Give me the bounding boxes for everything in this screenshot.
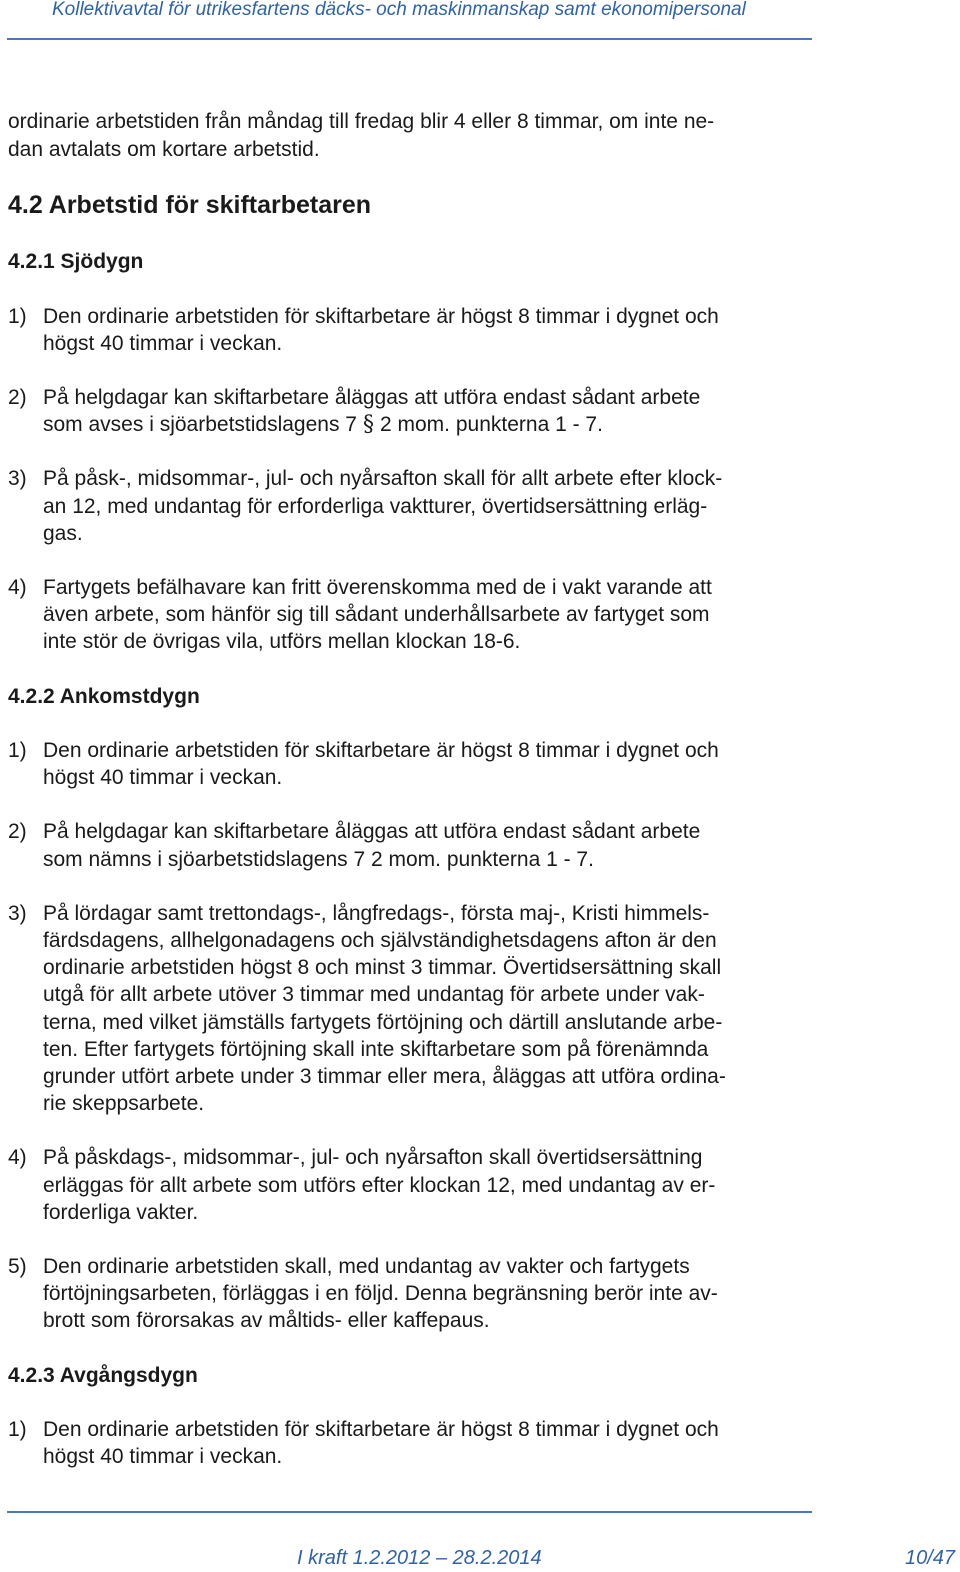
item-text: Den ordinarie arbetstiden för skiftarbetare är högst 8 timmar i dygnet och högst 40 timmar i veckan. (43, 304, 719, 355)
item-text: Den ordinarie arbetstiden skall, med undantag av vakter och fartygets förtöjningsarbeten, förläggas i en följd. Denna begränsning berör inte av- brott som förorsakas av måltids- eller kaffepaus. (43, 1255, 718, 1333)
item-number: 4) (8, 1146, 27, 1170)
list-item (8, 1144, 808, 1226)
running-header: Kollektivavtal för utrikesfartens däcks- och maskinmanskap samt ekonomipersonal (52, 0, 746, 20)
list-item (8, 465, 808, 547)
item-text (43, 384, 808, 438)
list-item (8, 574, 808, 656)
item-number: 5) (8, 1255, 27, 1279)
subsection-heading-sjodygn: 4.2.1 Sjödygn (8, 250, 144, 273)
page-number: 10/47 (905, 1547, 956, 1569)
item-number: 3) (8, 467, 27, 491)
item-number: 3) (8, 901, 27, 925)
footer-rule (7, 1511, 812, 1513)
item-text: På påsk-, midsommar-, jul- och nyårsafton skall för allt arbete efter klock- an 12, med undantag för erforderliga vaktturer, övertidsersättning erläg- gas. (43, 467, 723, 545)
list-item (8, 384, 808, 438)
item-number: 4) (8, 575, 27, 599)
list-item (8, 1253, 808, 1335)
item-number: 1) (8, 1418, 27, 1442)
header-rule (7, 38, 812, 40)
footer-validity: I kraft 1.2.2012 – 28.2.2014 (297, 1547, 542, 1569)
list-item (8, 303, 808, 357)
item-text: På påskdags-, midsommar-, jul- och nyårsafton skall övertidsersättning erläggas för allt arbete som utförs efter klockan 12, med undantag av er- forderliga vakter. (43, 1146, 716, 1224)
item-number: 1) (8, 739, 27, 763)
item-text: På lördagar samt trettondags-, långfredags-, första maj-, Kristi himmels- färdsdagens, allhelgonadagens och självständighetsdagens afton är den ordinarie arbetstiden högst 8 och minst 3 timmar. Övertidsersättning skall utgå för allt arbete utöver 3 timmar med undantag för arbete under vak- terna, med vilket jämställs fartygets förtöjning och därtill anslutande arbe- ten. Efter fartygets förtöjning skall inte skiftarbetare som på förenämnda grunder utfört arbete under 3 timmar eller mera, åläggas att utföra ordina- rie skeppsarbete. (43, 901, 726, 1116)
list-item (8, 1416, 808, 1470)
section-sign: § (363, 412, 374, 438)
intro-paragraph: ordinarie arbetstiden från måndag till fredag blir 4 eller 8 timmar, om inte ne- dan avtalats om kortare arbetstid. (8, 110, 715, 161)
item-text: På helgdagar kan skiftarbetare åläggas att utföra endast sådant arbete som nämns i sjöarbetstidslagens 7 2 mom. punkterna 1 - 7. (43, 820, 701, 871)
list-item (8, 900, 808, 1118)
list-item (8, 737, 808, 791)
item-text: Den ordinarie arbetstiden för skiftarbetare är högst 8 timmar i dygnet och högst 40 timmar i veckan. (43, 1418, 719, 1469)
subsection-heading-ankomstdygn: 4.2.2 Ankomstdygn (8, 684, 200, 708)
section-heading: 4.2 Arbetstid för skiftarbetaren (8, 191, 372, 219)
item-text: Fartygets befälhavare kan fritt överenskomma med de i vakt varande att även arbete, som hänför sig till sådant underhållsarbete av fartyget som inte stör de övrigas vila, utförs mellan klockan 18-6. (43, 575, 712, 654)
list-item (8, 818, 808, 872)
document-body (8, 108, 808, 1471)
item-number: 2) (8, 820, 27, 844)
item-text-part: 2 mom. punkterna 1 - 7. (380, 413, 603, 437)
item-text: Den ordinarie arbetstiden för skiftarbetare är högst 8 timmar i dygnet och högst 40 timmar i veckan. (43, 739, 719, 790)
subsection-heading-avgangsdygn: 4.2.3 Avgångsdygn (8, 1363, 198, 1387)
item-number: 2) (8, 385, 27, 409)
item-number: 1) (8, 304, 27, 328)
item-text-part: På helgdagar kan skiftarbetare åläggas att utföra endast sådant arbete som avses i sjöarbetstidslagens 7 (43, 385, 701, 437)
